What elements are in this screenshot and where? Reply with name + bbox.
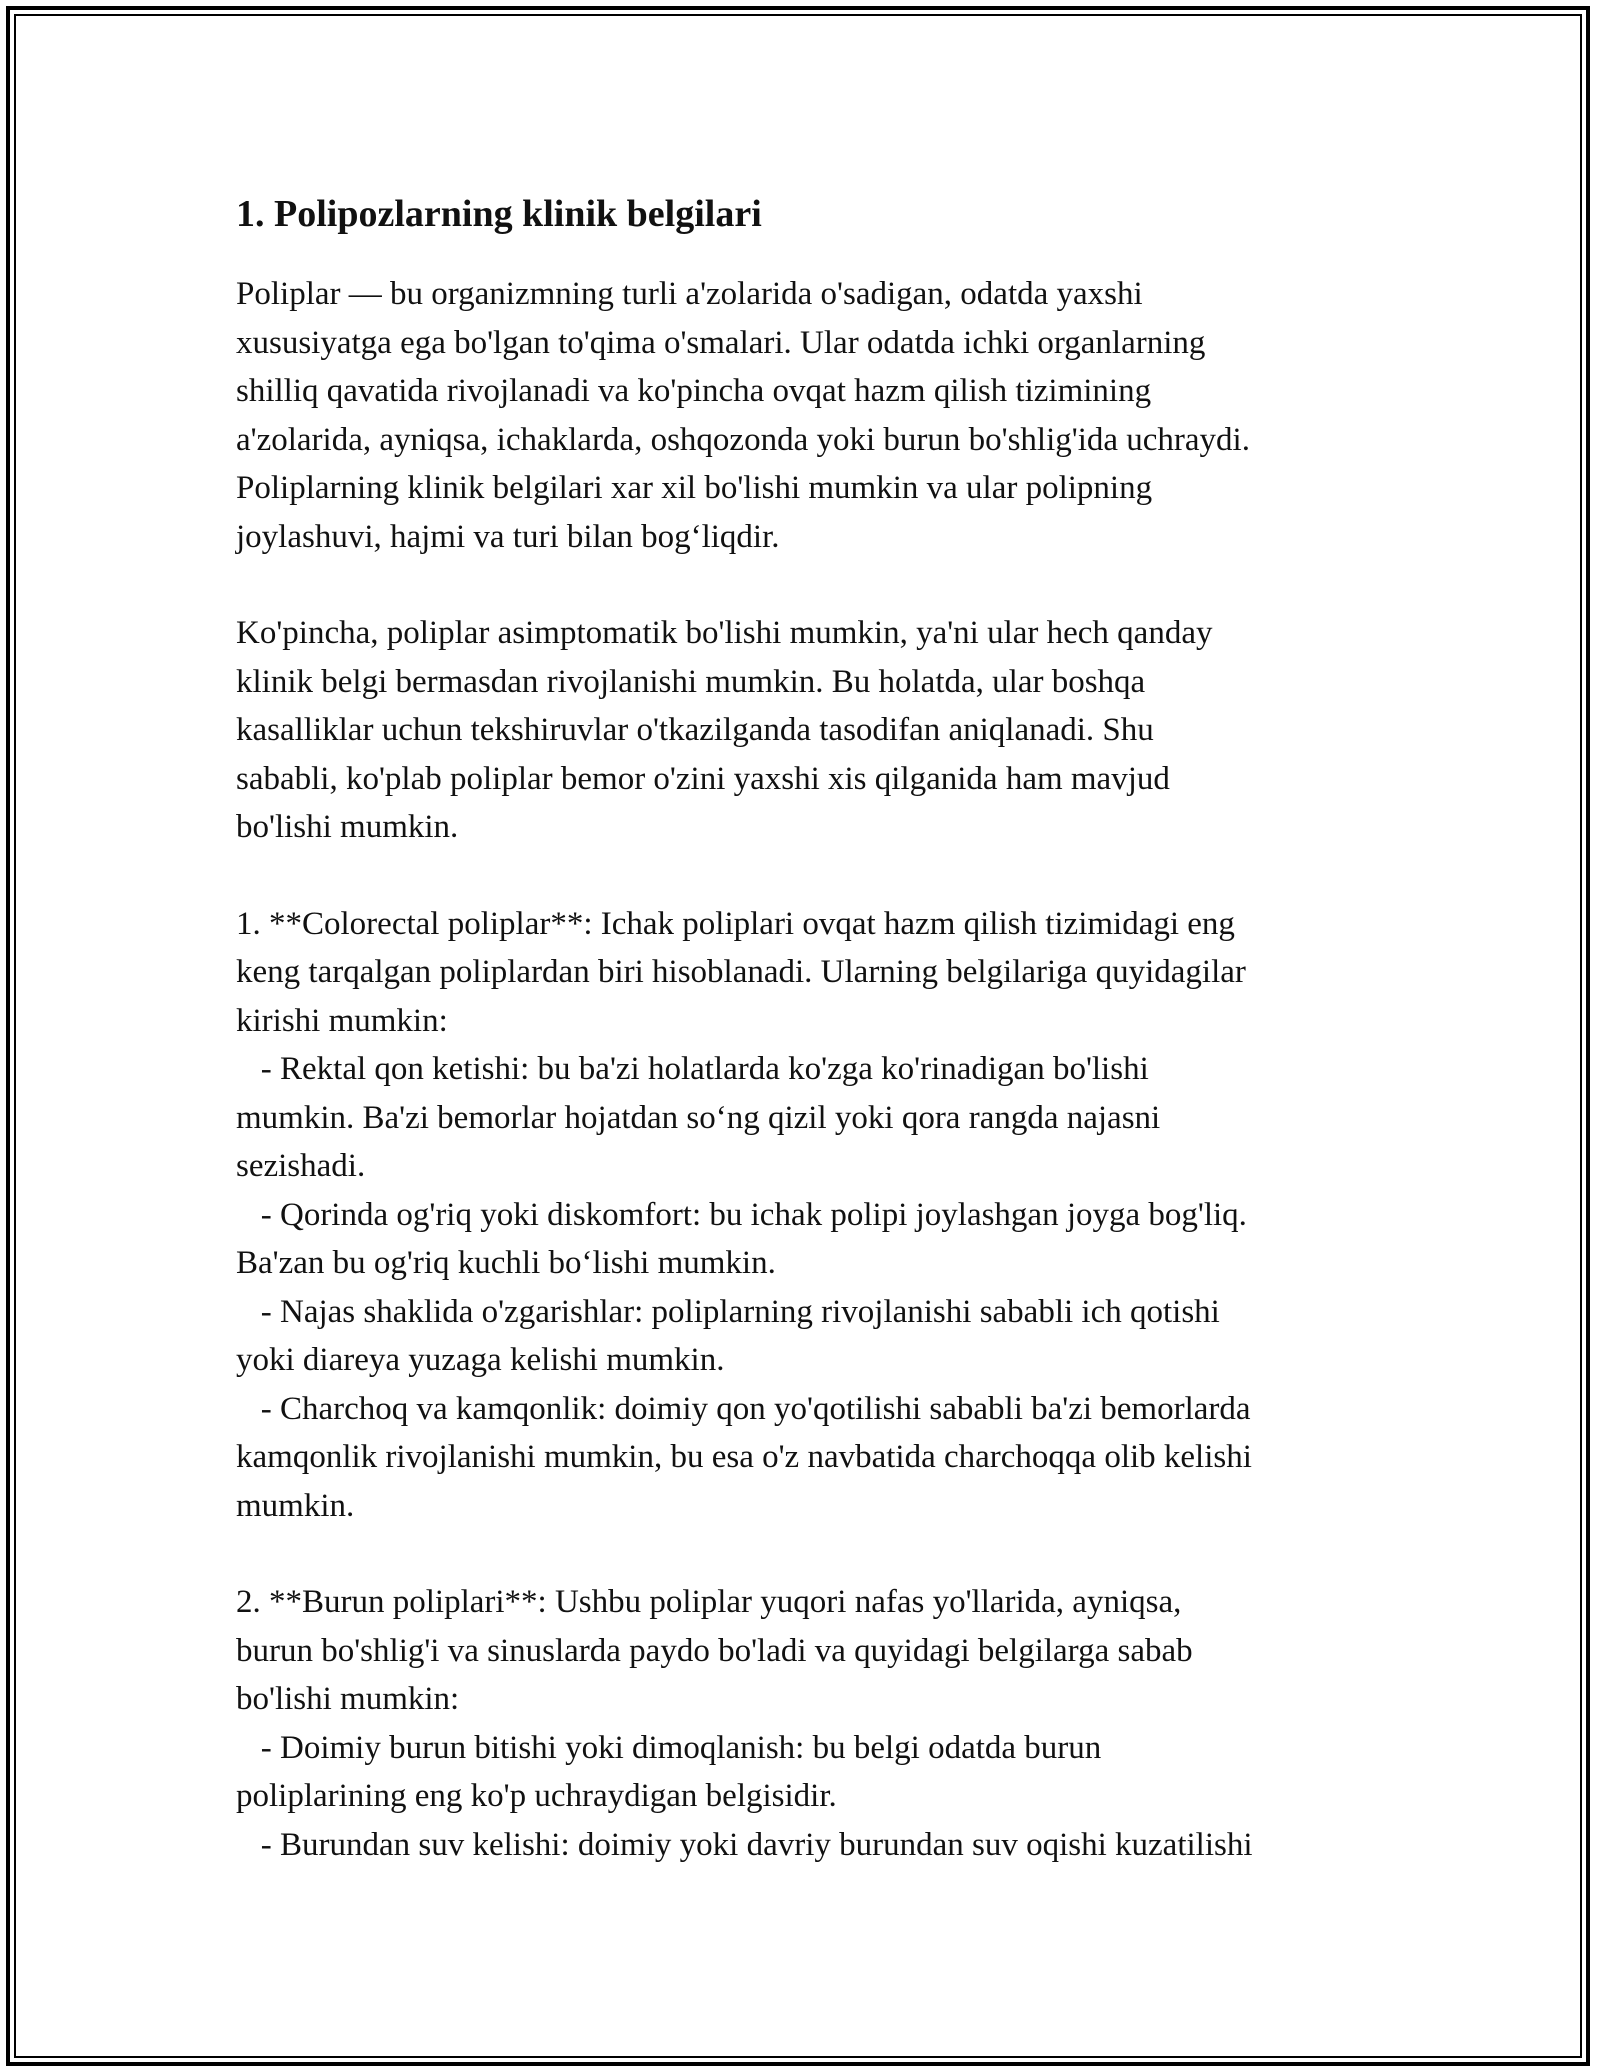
text-line: - Najas shaklida o'zgarishlar: poliplarning rivojlanishi sababli ich qotishi (236, 1293, 1220, 1330)
text-line: shilliq qavatida rivojlanadi va ko'pincha ovqat hazm qilish tizimining (236, 373, 1152, 409)
text-line: - Charchoq va kamqonlik: doimiy qon yo'qotilishi sababli ba'zi bemorlarda (236, 1390, 1251, 1427)
text-line: mumkin. Ba'zi bemorlar hojatdan so‘ng qizil yoki qora rangda najasni (236, 1099, 1161, 1136)
text-line: kasalliklar uchun tekshiruvlar o'tkazilganda tasodifan aniqlanadi. Shu (236, 712, 1154, 748)
text-line: keng tarqalgan poliplardan biri hisoblanadi. Ularning belgilariga quyidagilar (236, 954, 1246, 990)
text-line: sababli, ko'plab poliplar bemor o'zini yaxshi xis qilganida ham mavjud (236, 760, 1170, 797)
paragraphs-container (236, 270, 1376, 1869)
text-line: mumkin. (236, 1487, 355, 1524)
text-line: Poliplar — bu organizmning turli a'zolarida o'sadigan, odatda yaxshi (236, 276, 1143, 312)
text-line: 1. **Colorectal poliplar**: Ichak poliplari ovqat hazm qilish tizimidagi eng (236, 905, 1235, 942)
text-line: Poliplarning klinik belgilari xar xil bo'lishi mumkin va ular polipning (236, 470, 1153, 506)
paragraph-1 (236, 270, 1376, 561)
document-body (236, 186, 1376, 1869)
text-line: poliplarining eng ko'p uchraydigan belgisidir. (236, 1778, 837, 1814)
paragraph-3 (236, 900, 1376, 1531)
text-line: - Rektal qon ketishi: bu ba'zi holatlarda ko'zga ko'rinadigan bo'lishi (236, 1051, 1149, 1087)
text-line: Ba'zan bu og'riq kuchli bo‘lishi mumkin. (236, 1245, 776, 1281)
paragraph-2 (236, 609, 1376, 852)
text-line: burun bo'shlig'i va sinuslarda paydo bo'ladi va quyidagi belgilarga sabab (236, 1632, 1193, 1669)
text-line: - Qorinda og'riq yoki diskomfort: bu ichak polipi joylashgan joyga bog'liq. (236, 1196, 1247, 1233)
text-line: yoki diareya yuzaga kelishi mumkin. (236, 1342, 725, 1378)
text-line: 2. **Burun poliplari**: Ushbu poliplar yuqori nafas yo'llarida, ayniqsa, (236, 1584, 1182, 1620)
text-line: a'zolarida, ayniqsa, ichaklarda, oshqozonda yoki burun bo'shlig'ida uchraydi. (236, 421, 1250, 458)
text-line: klinik belgi bermasdan rivojlanishi mumkin. Bu holatda, ular boshqa (236, 663, 1146, 700)
text-line: kamqonlik rivojlanishi mumkin, bu esa o'z navbatida charchoqqa olib kelishi (236, 1439, 1252, 1475)
text-line: - Burundan suv kelishi: doimiy yoki davriy burundan suv oqishi kuzatilishi (236, 1826, 1253, 1863)
text-line: Ko'pincha, poliplar asimptomatik bo'lishi mumkin, ya'ni ular hech qanday (236, 615, 1213, 651)
text-line: joylashuvi, hajmi va turi bilan bog‘liqdir. (236, 518, 780, 555)
text-line: sezishadi. (236, 1148, 366, 1184)
text-line: bo'lishi mumkin: (236, 1681, 460, 1717)
section-heading: 1. Polipozlarning klinik belgilari (236, 193, 762, 235)
paragraph-4 (236, 1578, 1376, 1869)
text-line: kirishi mumkin: (236, 1002, 448, 1039)
text-line: - Doimiy burun bitishi yoki dimoqlanish: bu belgi odatda burun (236, 1729, 1102, 1766)
text-line: xususiyatga ega bo'lgan to'qima o'smalari. Ular odatda ichki organlarning (236, 324, 1206, 361)
text-line: bo'lishi mumkin. (236, 809, 459, 845)
